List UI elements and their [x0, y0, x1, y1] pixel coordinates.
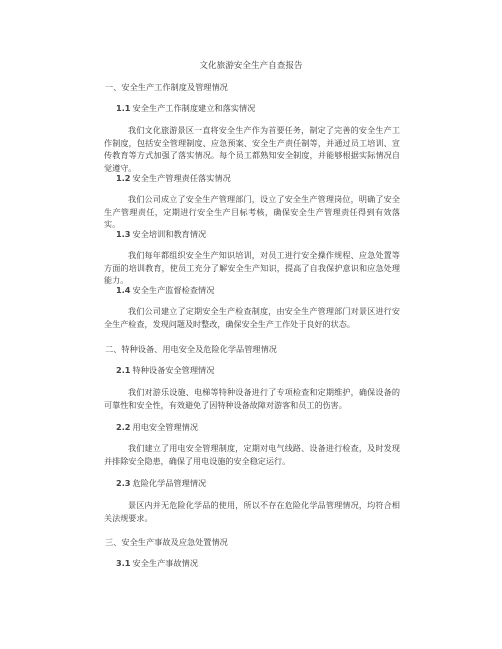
subsection-heading-1-1: [116, 102, 255, 114]
paragraph-2-2: 我们建立了用电安全管理制度，定期对电气线路、设备进行检查，及时发现并排除安全隐患，确保了用电设施的安全稳定运行。: [104, 443, 400, 466]
subsection-number: 1.2: [116, 173, 131, 183]
subsection-heading-1-3: [116, 228, 206, 240]
paragraph-2-3: 景区内并无危险化学品的使用，所以不存在危险化学品管理情况，均符合相关法规要求。: [104, 500, 400, 523]
subsection-heading-2-3: [116, 477, 206, 489]
subsection-title: 安全生产管理责任落实情况: [132, 173, 231, 183]
section-heading-1: 一、安全生产工作制度及管理情况: [105, 82, 228, 92]
paragraph-1-2: 我们公司成立了安全生产管理部门，设立了安全生产管理岗位，明确了安全生产管理责任，定期进行安全生产目标考核，确保安全生产管理责任得到有效落实。: [104, 194, 400, 230]
subsection-number: 2.3: [116, 478, 131, 488]
subsection-title: 安全生产监督检查情况: [132, 285, 215, 295]
subsection-number: 1.3: [116, 229, 131, 239]
subsection-number: 2.1: [116, 365, 131, 375]
subsection-title: 安全生产工作制度建立和落实情况: [132, 103, 256, 113]
paragraph-1-4: 我们公司建立了定期安全生产检查制度，由安全生产管理部门对景区进行安全生产检查，发现问题及时整改，确保安全生产工作处于良好的状态。: [104, 306, 400, 329]
subsection-title: 特种设备安全管理情况: [132, 365, 215, 375]
page-title: 文化旅游安全生产自查报告: [199, 61, 303, 71]
subsection-heading-1-2: [116, 172, 231, 184]
section-heading-3: 三、安全生产事故及应急处置情况: [105, 537, 228, 547]
subsection-title: 危险化学品管理情况: [132, 478, 207, 488]
subsection-number: 2.2: [116, 422, 131, 432]
paragraph-1-1: 我们文化旅游景区一直将安全生产作为首要任务，制定了完善的安全生产工作制度，包括安全管理制度、应急预案、安全生产责任制等，并通过员工培训、宣传教育等方式加强了落实情况。每个员工都熟知安全制度，并能够根据实际情况自觉遵守。: [104, 125, 400, 173]
paragraph-1-3: 我们每年都组织安全生产知识培训，对员工进行安全操作规程、应急处置等方面的培训教育，使员工充分了解安全生产知识，提高了自我保护意识和应急处理能力。: [104, 250, 400, 286]
subsection-number: 1.1: [116, 103, 131, 113]
subsection-number: 1.4: [116, 285, 131, 295]
subsection-title: 安全生产事故情况: [132, 558, 199, 568]
subsection-heading-1-4: [116, 284, 214, 296]
subsection-heading-3-1: [116, 557, 198, 569]
subsection-title: 安全培训和教育情况: [132, 229, 207, 239]
subsection-heading-2-2: [116, 421, 198, 433]
paragraph-2-1: 我们对游乐设施、电梯等特种设备进行了专项检查和定期维护，确保设备的可靠性和安全性，有效避免了因特种设备故障对游客和员工的伤害。: [104, 387, 400, 410]
subsection-number: 3.1: [116, 558, 131, 568]
subsection-title: 用电安全管理情况: [132, 422, 199, 432]
subsection-heading-2-1: [116, 364, 214, 376]
section-heading-2: 二、特种设备、用电安全及危险化学品管理情况: [105, 344, 277, 354]
